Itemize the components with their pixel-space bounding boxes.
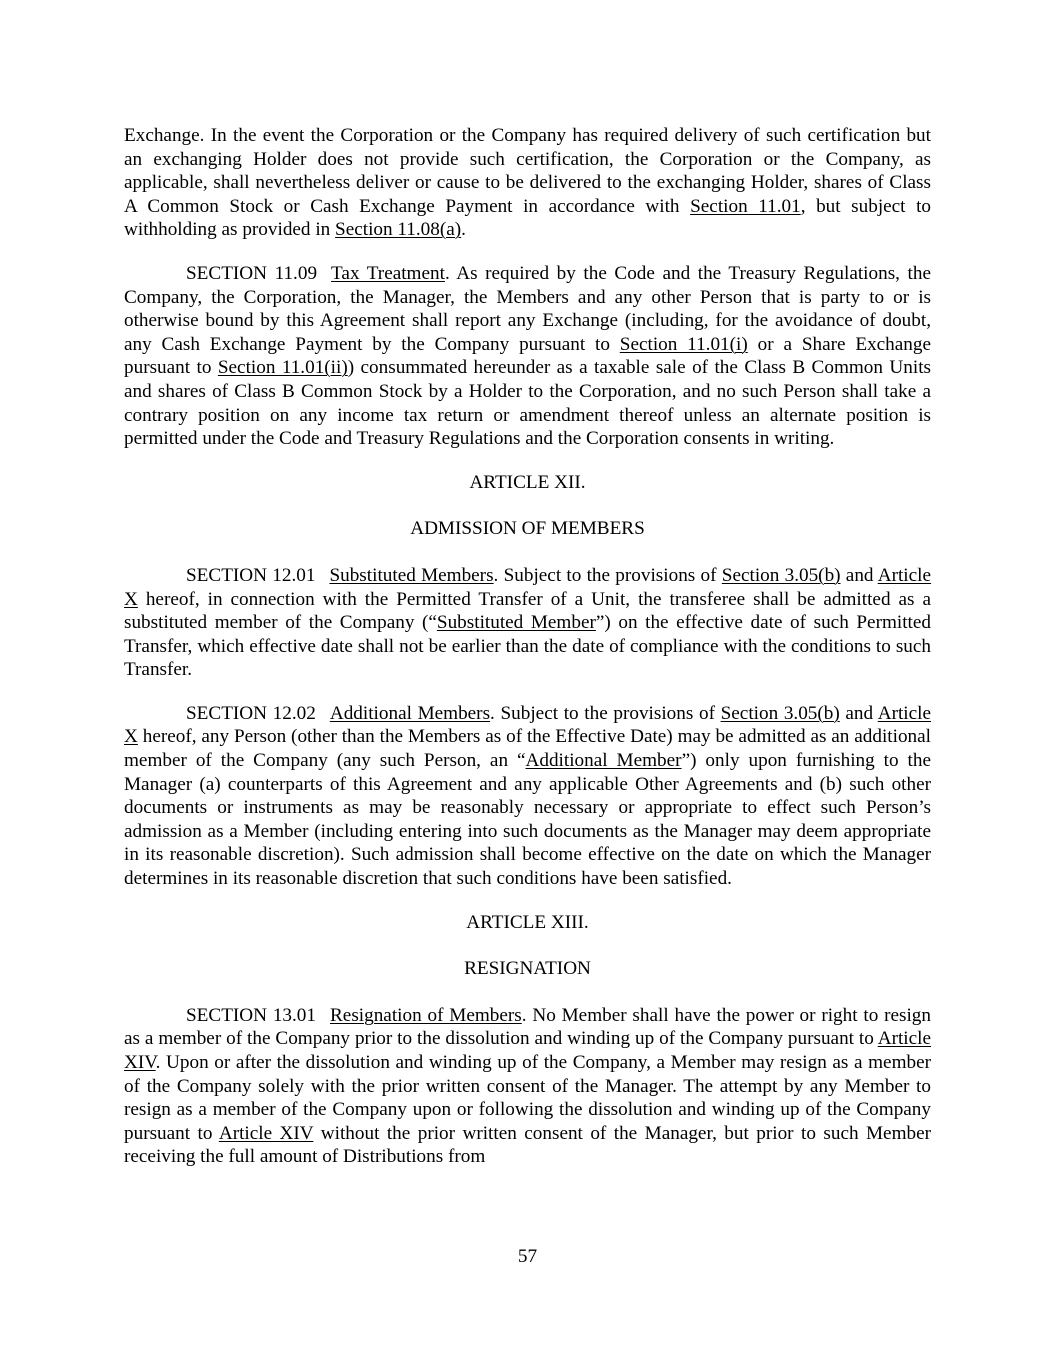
article-reference: Article XIV bbox=[218, 1122, 314, 1144]
article-13-title: RESIGNATION bbox=[464, 958, 591, 980]
text-run: Exchange. In the event the Corporation or the Company has required delivery of such certification but an exchanging Holder does not provide such certification, the Corporation or the Company, as applicable, shall nevertheless deliver or cause to be delivered to the exchanging Holder, shares of Class A Common Stock or Cash Exchange Payment in accordance with bbox=[124, 125, 931, 217]
text-run: hereof, in connection with the Permitted Transfer of a Unit, the transferee shall be admitted as a substituted member of the Company (“ bbox=[124, 588, 931, 634]
section-number: SECTION 12.02 bbox=[186, 702, 316, 724]
section-number: SECTION 12.01 bbox=[186, 564, 316, 586]
section-reference: Section 11.01(ii) bbox=[217, 357, 348, 379]
section-number: SECTION 11.09 bbox=[186, 262, 318, 284]
article-reference: Article X bbox=[124, 702, 931, 748]
text-run: and bbox=[839, 702, 878, 724]
text-run: without the prior written consent of the Manager, but prior to such Member receiving the full amount of Distributions from bbox=[124, 1122, 931, 1168]
section-number: SECTION 13.01 bbox=[186, 1004, 316, 1026]
section-11-09 bbox=[124, 262, 931, 451]
text-run: ”) only upon furnishing to the Manager (a) counterparts of this Agreement and any applicable Other Agreements and (b) such other documents or instruments as may be reasonably necessary or appropriate to effect such Person’s admission as a Member (including entering into such documents as the Manager may deem appropriate in its reasonable discretion). Such admission shall become effective on the date on which the Manager determines in its reasonable discretion that such conditions have been satisfied. bbox=[124, 750, 932, 890]
text-run: and bbox=[840, 564, 878, 586]
section-reference: Section 3.05(b) bbox=[720, 702, 840, 724]
defined-term: Substituted Member bbox=[436, 612, 596, 634]
section-12-01 bbox=[124, 564, 931, 682]
text-run: . Subject to the provisions of bbox=[493, 564, 722, 586]
text-run: ”) on the effective date of such Permitted Transfer, which effective date shall not be earlier than the date of compliance with the conditions to such Transfer. bbox=[124, 612, 931, 681]
document-page bbox=[124, 124, 931, 1189]
text-run: or a Share Exchange pursuant to bbox=[124, 333, 931, 379]
section-title: Additional Members bbox=[329, 702, 491, 724]
article-12-heading: ARTICLE XII. bbox=[469, 471, 586, 493]
section-reference: Section 11.01(i) bbox=[619, 333, 748, 355]
paragraph-exchange-continuation bbox=[124, 124, 931, 242]
section-reference: Section 11.08(a) bbox=[335, 219, 462, 241]
article-12-title: ADMISSION OF MEMBERS bbox=[410, 518, 645, 540]
defined-term: Additional Member bbox=[525, 750, 682, 772]
page-number: 57 bbox=[517, 1246, 538, 1267]
text-run: . Subject to the provisions of bbox=[490, 702, 721, 724]
section-reference: Section 3.05(b) bbox=[721, 564, 841, 586]
text-run: . bbox=[461, 219, 466, 241]
text-run: ) consummated hereunder as a taxable sale of the Class B Common Units and shares of Class B Common Stock by a Holder to the Corporation, and no such Person shall take a contrary position on any income tax return or amendment thereof unless an alternate position is permitted under the Code and Treasury Regulations and the Corporation consents in writing. bbox=[124, 357, 931, 450]
text-run: , but subject to withholding as provided in bbox=[124, 195, 932, 241]
section-title: Tax Treatment bbox=[331, 262, 445, 284]
section-title: Substituted Members bbox=[329, 564, 494, 586]
text-run: . No Member shall have the power or right to resign as a member of the Company prior to the dissolution and winding up of the Company pursuant to bbox=[124, 1004, 931, 1050]
section-12-02 bbox=[124, 702, 931, 891]
article-reference: Article XIV bbox=[124, 1028, 931, 1073]
text-run: . As required by the Code and the Treasury Regulations, the Company, the Corporation, the Manager, the Members and any other Person that is party to or is otherwise bound by this Agreement shall report any Exchange (including, for the avoidance of doubt, any Cash Exchange Payment by the Company pursuant to bbox=[124, 262, 931, 355]
section-title: Resignation of Members bbox=[330, 1004, 522, 1026]
article-reference: Article X bbox=[124, 564, 931, 610]
text-run: hereof, any Person (other than the Members as of the Effective Date) may be admitted as an additional member of the Company (any such Person, an “ bbox=[124, 726, 931, 772]
section-13-01 bbox=[124, 1004, 931, 1169]
text-run: . Upon or after the dissolution and winding up of the Company, a Member may resign as a member of the Company solely with the prior written consent of the Manager. The attempt by any Member to resign as a member of the Company upon or following the dissolution and winding up of the Company pursuant to bbox=[124, 1052, 931, 1144]
article-13-heading: ARTICLE XIII. bbox=[466, 911, 589, 933]
section-reference: Section 11.01 bbox=[690, 195, 801, 217]
